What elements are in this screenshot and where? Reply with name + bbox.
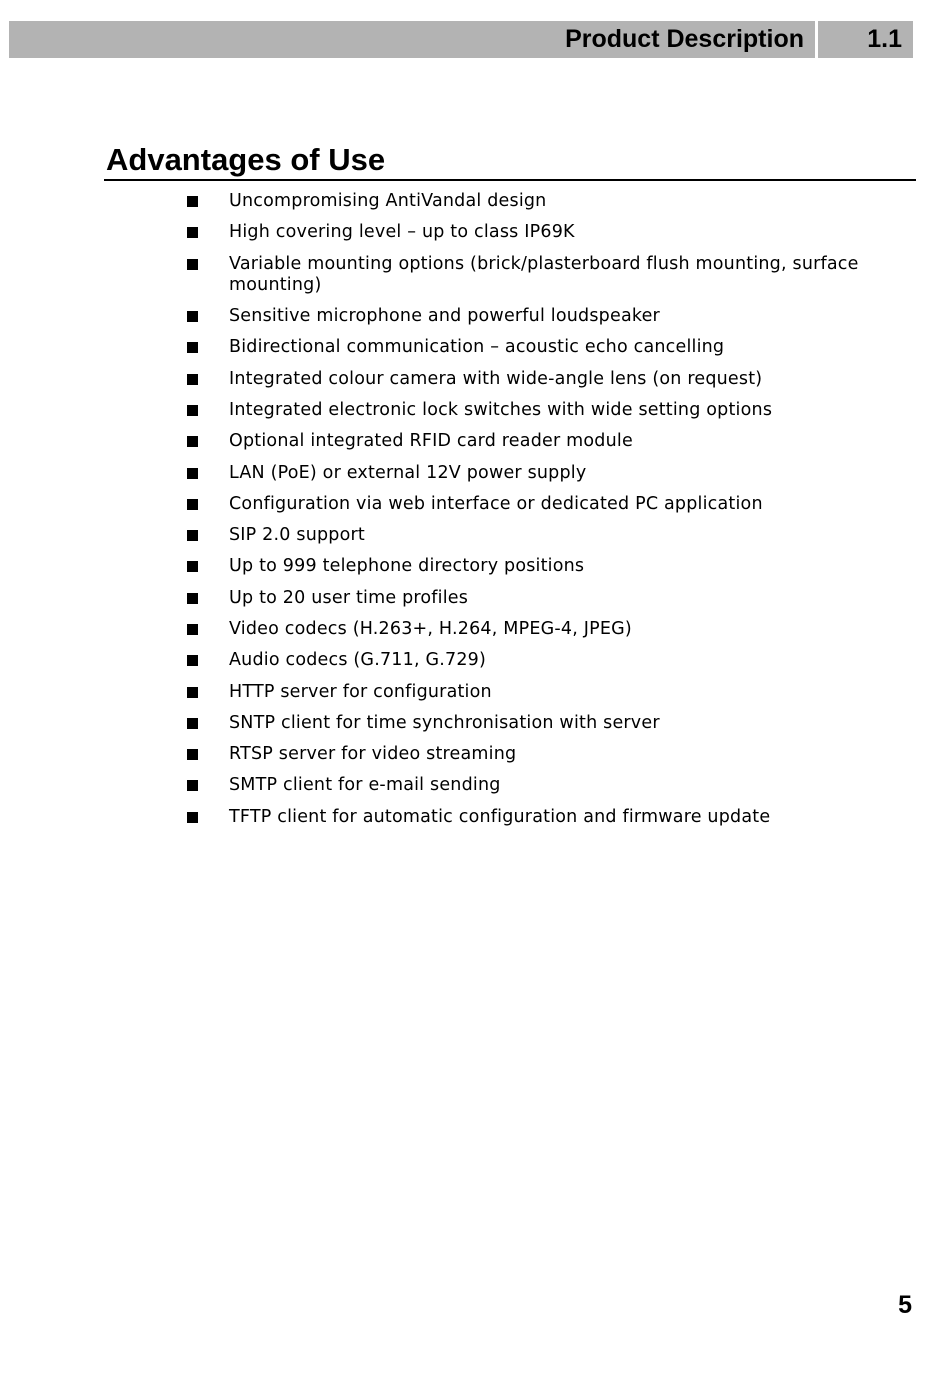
square-bullet-icon	[187, 499, 198, 510]
list-item-text: Audio codecs (G.711, G.729)	[229, 650, 487, 670]
square-bullet-icon	[187, 687, 198, 698]
list-item-text: Variable mounting options (brick/plasterboard flush mounting, surface mounting)	[229, 254, 859, 295]
square-bullet-icon	[187, 780, 198, 791]
square-bullet-icon	[187, 374, 198, 385]
list-item	[186, 400, 866, 421]
list-item	[186, 191, 866, 212]
page-number: 5	[898, 1291, 912, 1319]
square-bullet-icon	[187, 436, 198, 447]
list-item	[186, 369, 866, 390]
list-item-text: SNTP client for time synchronisation with server	[229, 713, 660, 733]
list-item-text: SMTP client for e-mail sending	[229, 775, 501, 795]
list-item-text: Configuration via web interface or dedicated PC application	[229, 494, 763, 514]
header-section-bar	[818, 21, 913, 58]
square-bullet-icon	[187, 593, 198, 604]
list-item-text: Sensitive microphone and powerful loudspeaker	[229, 306, 660, 326]
square-bullet-icon	[187, 405, 198, 416]
list-item-text: SIP 2.0 support	[229, 525, 365, 545]
list-item-text: Integrated colour camera with wide-angle lens (on request)	[229, 369, 763, 389]
list-item	[186, 682, 866, 703]
list-item-text: Integrated electronic lock switches with wide setting options	[229, 400, 773, 420]
list-item	[186, 222, 866, 243]
square-bullet-icon	[187, 718, 198, 729]
list-item-text: HTTP server for configuration	[229, 682, 492, 702]
list-item	[186, 650, 866, 671]
list-item-text: RTSP server for video streaming	[229, 744, 517, 764]
list-item-text: High covering level – up to class IP69K	[229, 222, 575, 242]
list-item	[186, 744, 866, 765]
list-item	[186, 337, 866, 358]
square-bullet-icon	[187, 561, 198, 572]
list-item	[186, 431, 866, 452]
list-item-text: Up to 999 telephone directory positions	[229, 556, 585, 576]
square-bullet-icon	[187, 749, 198, 760]
square-bullet-icon	[187, 655, 198, 666]
list-item-text: Video codecs (H.263+, H.264, MPEG-4, JPEG)	[229, 619, 632, 639]
square-bullet-icon	[187, 342, 198, 353]
square-bullet-icon	[187, 311, 198, 322]
list-item-text: Up to 20 user time profiles	[229, 588, 469, 608]
header-title: Product Description	[565, 25, 804, 53]
list-item	[186, 494, 866, 515]
list-item	[186, 525, 866, 546]
list-item-text: LAN (PoE) or external 12V power supply	[229, 463, 587, 483]
list-item	[186, 254, 866, 296]
header-title-bar	[9, 21, 815, 58]
heading-divider	[104, 179, 916, 181]
list-item	[186, 463, 866, 484]
square-bullet-icon	[187, 624, 198, 635]
list-item	[186, 619, 866, 640]
list-item-text: Optional integrated RFID card reader module	[229, 431, 633, 451]
list-item-text: Uncompromising AntiVandal design	[229, 191, 547, 211]
square-bullet-icon	[187, 468, 198, 479]
list-item	[186, 306, 866, 327]
square-bullet-icon	[187, 530, 198, 541]
list-item	[186, 556, 866, 577]
list-item	[186, 775, 866, 796]
square-bullet-icon	[187, 227, 198, 238]
list-item-text: Bidirectional communication – acoustic echo cancelling	[229, 337, 725, 357]
list-item-text: TFTP client for automatic configuration and firmware update	[229, 807, 771, 827]
list-item	[186, 713, 866, 734]
list-item	[186, 588, 866, 609]
header-section-number: 1.1	[867, 25, 902, 53]
section-heading: Advantages of Use	[106, 142, 386, 177]
square-bullet-icon	[187, 259, 198, 270]
square-bullet-icon	[187, 196, 198, 207]
list-item	[186, 807, 866, 828]
square-bullet-icon	[187, 812, 198, 823]
